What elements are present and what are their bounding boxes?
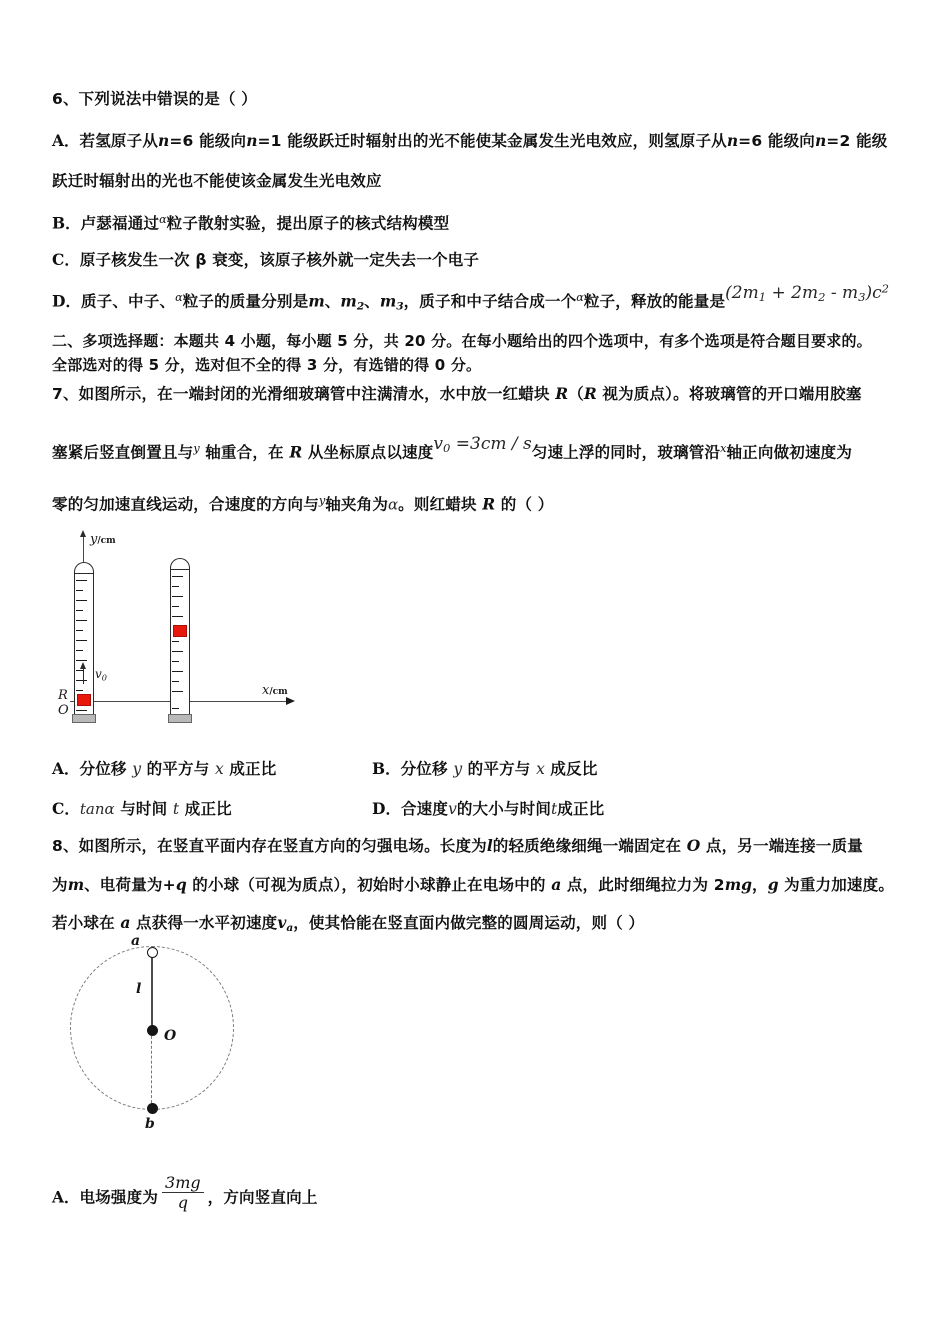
left-tube-tick	[76, 650, 83, 651]
q7-opt-a-pre: 分位移	[79, 760, 133, 778]
question-6-option-d	[52, 281, 890, 313]
option-d-var-m1: m	[308, 291, 325, 311]
q8-var-a: a	[551, 875, 562, 894]
q7-var-alpha: α	[388, 495, 399, 514]
q8-var-va-sub: a	[286, 921, 294, 934]
option-d-var-m2: m	[340, 291, 357, 311]
option-d-formula	[725, 283, 889, 303]
formula-m1: m	[742, 282, 759, 303]
x-axis-label-text: x	[262, 683, 270, 698]
option-letter-c: C．	[52, 250, 80, 269]
left-tube-tick	[76, 630, 83, 631]
option-d-text-5: ，质子和中子结合成一个	[403, 292, 577, 311]
q7-option-letter-d: D．	[372, 799, 401, 818]
q7-opt-b-mid: 的平方与	[462, 760, 537, 778]
q7-opt-d-post: 成正比	[557, 800, 605, 818]
left-tube-tick	[76, 590, 83, 591]
question-7-stem-line1	[52, 386, 862, 403]
q8-var-mg: mg	[724, 875, 752, 894]
question-7-option-b	[372, 761, 598, 778]
formula-plus: + 2	[766, 282, 802, 303]
q7-opt-a-var2: x	[215, 760, 224, 778]
option-b-text-1: 卢瑟福通过	[80, 214, 160, 233]
q8-text-5: 、电荷量为+	[84, 876, 176, 894]
q8-var-a2: a	[120, 913, 131, 932]
section-2-header-line1: 二、多项选择题：本题共 4 小题，每小题 5 分，共 20 分。在每小题给出的四个选项中，有多个选项是符合题目要求的。	[52, 332, 872, 350]
fraction-numerator: 3mg	[162, 1174, 204, 1193]
question-8-stem-line1	[52, 838, 863, 855]
q8-text-2: 的轻质绝缘细绳一端固定在	[492, 837, 687, 855]
right-tube-tick	[172, 586, 179, 587]
question-6-option-a-line2: 跃迁时辐射出的光也不能使该金属发生光电效应	[52, 172, 382, 190]
q7-text-6: 从坐标原点以速度	[302, 443, 434, 462]
q7-opt-d-pre: 合速度	[400, 800, 449, 818]
right-tube-tick	[172, 681, 179, 682]
label-b: b	[145, 1116, 155, 1132]
q7-opt-c-var2: t	[172, 800, 180, 818]
q8-text-1: 8、如图所示，在竖直平面内存在竖直方向的匀强电场。长度为	[52, 837, 487, 855]
option-a-text-3: =1 能级跃迁时辐射出的光不能使某金属发生光电效应，则氢原子从	[257, 132, 727, 150]
q8-text-12: ，使其恰能在竖直面内做完整的圆周运动，则（ ）	[293, 914, 645, 932]
q7-text-4: 塞紧后竖直倒置且与	[52, 443, 194, 462]
right-tube-tick	[172, 661, 179, 662]
q7-var-R3: R	[289, 442, 303, 462]
right-tube-tick	[172, 651, 183, 652]
v0-label	[95, 667, 107, 682]
question-7-option-c	[52, 801, 232, 818]
point-b-marker	[147, 1103, 158, 1114]
option-d-text-2: 粒子的质量分别是	[182, 292, 309, 311]
q7-v0-rest: =3cm / s	[450, 433, 532, 454]
q7-v0-sub: 0	[443, 440, 451, 455]
right-tube-body	[170, 569, 190, 721]
x-axis-arrowhead	[286, 697, 295, 705]
right-tube-tick	[172, 616, 183, 617]
left-tube-tick	[76, 640, 87, 641]
formula-c-sup: 2	[881, 281, 890, 296]
q7-v0-formula	[433, 434, 531, 454]
right-tube-tick	[172, 641, 179, 642]
q7-opt-c-mid: 与时间	[114, 800, 173, 818]
q7-opt-d-var1: v	[448, 800, 457, 818]
v0-label-v: v	[95, 667, 102, 681]
v0-arrow-head	[80, 662, 86, 669]
right-tube-tick	[172, 708, 179, 709]
q7-text-8: 轴正向做初速度为	[726, 443, 853, 462]
option-d-var-m3-sub: 3	[396, 300, 404, 313]
q7-text-9: 零的匀加速直线运动，合速度的方向与	[52, 495, 319, 514]
left-tube-tick	[76, 580, 87, 581]
formula-m3: m	[842, 282, 859, 303]
q7-opt-a-post: 成正比	[223, 760, 277, 778]
q7-var-y: y	[193, 442, 200, 455]
option-d-text-3: 、	[324, 292, 341, 311]
right-tube-tick	[172, 576, 183, 577]
x-axis-label	[262, 683, 288, 698]
q7-text-1: 7、如图所示，在一端封闭的光滑细玻璃管中注满清水，水中放一红蜡块	[52, 385, 556, 403]
q8-text-8: ，	[751, 876, 768, 894]
y-axis-label	[90, 532, 116, 547]
left-tube-tick	[76, 600, 87, 601]
q7-opt-b-pre: 分位移	[400, 760, 454, 778]
option-d-var-m3: m	[379, 291, 397, 311]
formula-m3-sub: 3	[858, 289, 866, 304]
formula-m2: m	[801, 282, 819, 303]
label-l: l	[136, 981, 142, 997]
option-d-alpha-1: α	[175, 291, 183, 304]
x-axis-unit: /cm	[269, 687, 288, 697]
option-c-text: 原子核发生一次 β 衰变，该原子核外就一定失去一个电子	[79, 251, 480, 269]
q7-opt-b-var1: y	[453, 760, 463, 778]
option-d-text-4: 、	[364, 292, 380, 311]
option-a-var-n4: n	[815, 131, 827, 150]
section-2-header-line2: 全部选对的得 5 分，选对但不全的得 3 分，有选错的得 0 分。	[52, 356, 482, 374]
left-tube-wax-block	[77, 694, 91, 706]
q7-var-R1: R	[555, 384, 569, 403]
q7-opt-c-tan: tan	[79, 800, 105, 818]
y-axis-label-text: y	[90, 532, 98, 547]
question-6-stem: 6、下列说法中错误的是（ ）	[52, 90, 257, 108]
option-d-alpha-2: α	[576, 291, 584, 304]
right-tube-stopper	[168, 714, 192, 723]
question-7-stem-line3	[52, 495, 553, 513]
option-a-text-5: =2 能级	[826, 132, 888, 150]
left-tube-tick	[76, 680, 87, 681]
q7-var-R2: R	[583, 384, 597, 403]
q7-opt-c-alpha: α	[104, 800, 115, 818]
origin-label-O: O	[58, 703, 69, 718]
q8-var-g: g	[767, 875, 779, 894]
figure-glass-tubes	[50, 528, 350, 728]
left-tube-tick	[76, 620, 87, 621]
q7-opt-a-mid: 的平方与	[141, 760, 215, 778]
q7-option-letter-a: A．	[52, 759, 80, 778]
q8-text-4: 为	[52, 876, 68, 894]
figure-circular-motion	[52, 928, 272, 1138]
label-a: a	[131, 933, 141, 949]
q7-opt-d-mid: 的大小与时间	[456, 800, 552, 818]
right-tube-tick	[172, 606, 179, 607]
left-tube-stopper	[72, 714, 96, 723]
q7-text-11: 。则红蜡块	[398, 495, 483, 514]
q8-option-letter-a: A．	[52, 1187, 80, 1207]
ball-at-point-a	[147, 947, 158, 958]
q8-opt-a-pre: 电场强度为	[79, 1188, 159, 1207]
q7-opt-b-post: 成反比	[544, 760, 598, 778]
q8-text-10: 若小球在	[52, 914, 121, 932]
question-8-stem-line2	[52, 877, 894, 894]
question-8-option-a	[52, 1174, 318, 1212]
option-letter-b: B．	[52, 213, 81, 233]
left-tube-tick	[76, 710, 87, 711]
question-7-option-a	[52, 761, 276, 778]
q8-text-9: 为重力加速度。	[778, 876, 895, 894]
option-a-text-4: =6 能级向	[738, 132, 816, 150]
y-axis-arrowhead	[80, 530, 86, 537]
q7-text-12: 的（ ）	[495, 495, 554, 514]
q7-option-letter-c: C．	[52, 799, 80, 818]
q7-option-letter-b: B．	[372, 759, 401, 778]
rope-segment-dashed	[151, 1031, 152, 1108]
option-a-text-1: 若氢原子从	[79, 132, 159, 150]
q7-text-7: 匀速上浮的同时，玻璃管沿	[531, 443, 721, 462]
right-tube-tick	[172, 671, 183, 672]
wax-block-label-R: R	[58, 688, 68, 703]
formula-c: c	[872, 282, 882, 303]
question-7-stem-line2	[52, 433, 853, 463]
rope-segment-solid	[151, 952, 153, 1029]
q7-opt-c-post: 成正比	[179, 800, 232, 818]
formula-close-paren: )	[865, 282, 873, 303]
formula-minus: -	[825, 282, 843, 303]
q8-text-3: 点，另一端连接一质量	[700, 837, 863, 855]
q8-var-va: v	[277, 913, 287, 932]
question-6-option-c	[52, 252, 479, 269]
option-d-var-m2-sub: 2	[356, 300, 365, 313]
question-7-option-d	[372, 801, 604, 818]
q8-var-l: l	[486, 836, 493, 855]
v0-arrow-shaft	[83, 668, 84, 684]
q7-v0-v: v	[433, 433, 444, 454]
option-a-text-2: =6 能级向	[169, 132, 247, 150]
right-tube-wax-block	[173, 625, 187, 637]
q8-opt-a-post: ，方向竖直向上	[207, 1188, 318, 1207]
option-a-var-n3: n	[726, 131, 739, 150]
q7-var-y2: y	[318, 494, 326, 507]
right-tube-tick	[172, 596, 183, 597]
right-tube-tick	[172, 691, 183, 692]
q8-opt-a-fraction	[162, 1174, 204, 1212]
left-tube-tick	[76, 610, 83, 611]
center-point-O	[147, 1025, 158, 1036]
q7-text-2: （	[568, 385, 584, 403]
q8-var-O: O	[686, 836, 701, 855]
option-d-text-1: 质子、中子、	[80, 292, 176, 311]
option-b-alpha: α	[159, 213, 167, 226]
option-a-var-n2: n	[246, 131, 258, 150]
q8-text-11: 点获得一水平初速度	[130, 914, 278, 932]
formula-open-paren: (2	[725, 282, 743, 303]
left-tube-tick	[76, 690, 83, 691]
q8-text-6: 的小球（可视为质点），初始时小球静止在电场中的	[186, 876, 552, 894]
y-axis-unit: /cm	[97, 536, 116, 546]
q7-opt-a-var1: y	[132, 760, 141, 778]
q7-text-10: 轴夹角为	[325, 495, 389, 514]
q8-var-m: m	[67, 875, 85, 894]
q7-opt-b-var2: x	[536, 760, 545, 778]
option-d-text-6: 粒子，释放的能量是	[583, 292, 726, 311]
label-O: O	[164, 1028, 177, 1044]
q7-text-3: 视为质点）。将玻璃管的开口端用胶塞	[596, 385, 862, 403]
q7-var-x: x	[720, 442, 727, 455]
q7-text-5: 轴重合，在	[199, 443, 290, 462]
q7-opt-d-var2: t	[551, 800, 558, 818]
option-letter-d: D．	[52, 291, 81, 311]
option-a-var-n1: n	[158, 131, 170, 150]
option-letter-a: A．	[52, 131, 80, 150]
v0-label-sub: 0	[101, 672, 107, 683]
question-6-option-b	[52, 214, 449, 232]
formula-m1-sub: 1	[758, 289, 767, 304]
left-tube-tick	[76, 670, 83, 671]
y-axis-line	[83, 536, 84, 563]
option-b-text-2: 粒子散射实验，提出原子的核式结构模型	[166, 214, 450, 233]
fraction-denominator: q	[177, 1193, 188, 1213]
question-6-option-a-line1	[52, 133, 887, 150]
q8-var-q: q	[175, 875, 187, 894]
q7-var-R4: R	[482, 494, 496, 514]
q8-text-7: 点，此时细绳拉力为 2	[561, 876, 725, 894]
formula-m2-sub: 2	[818, 289, 826, 304]
